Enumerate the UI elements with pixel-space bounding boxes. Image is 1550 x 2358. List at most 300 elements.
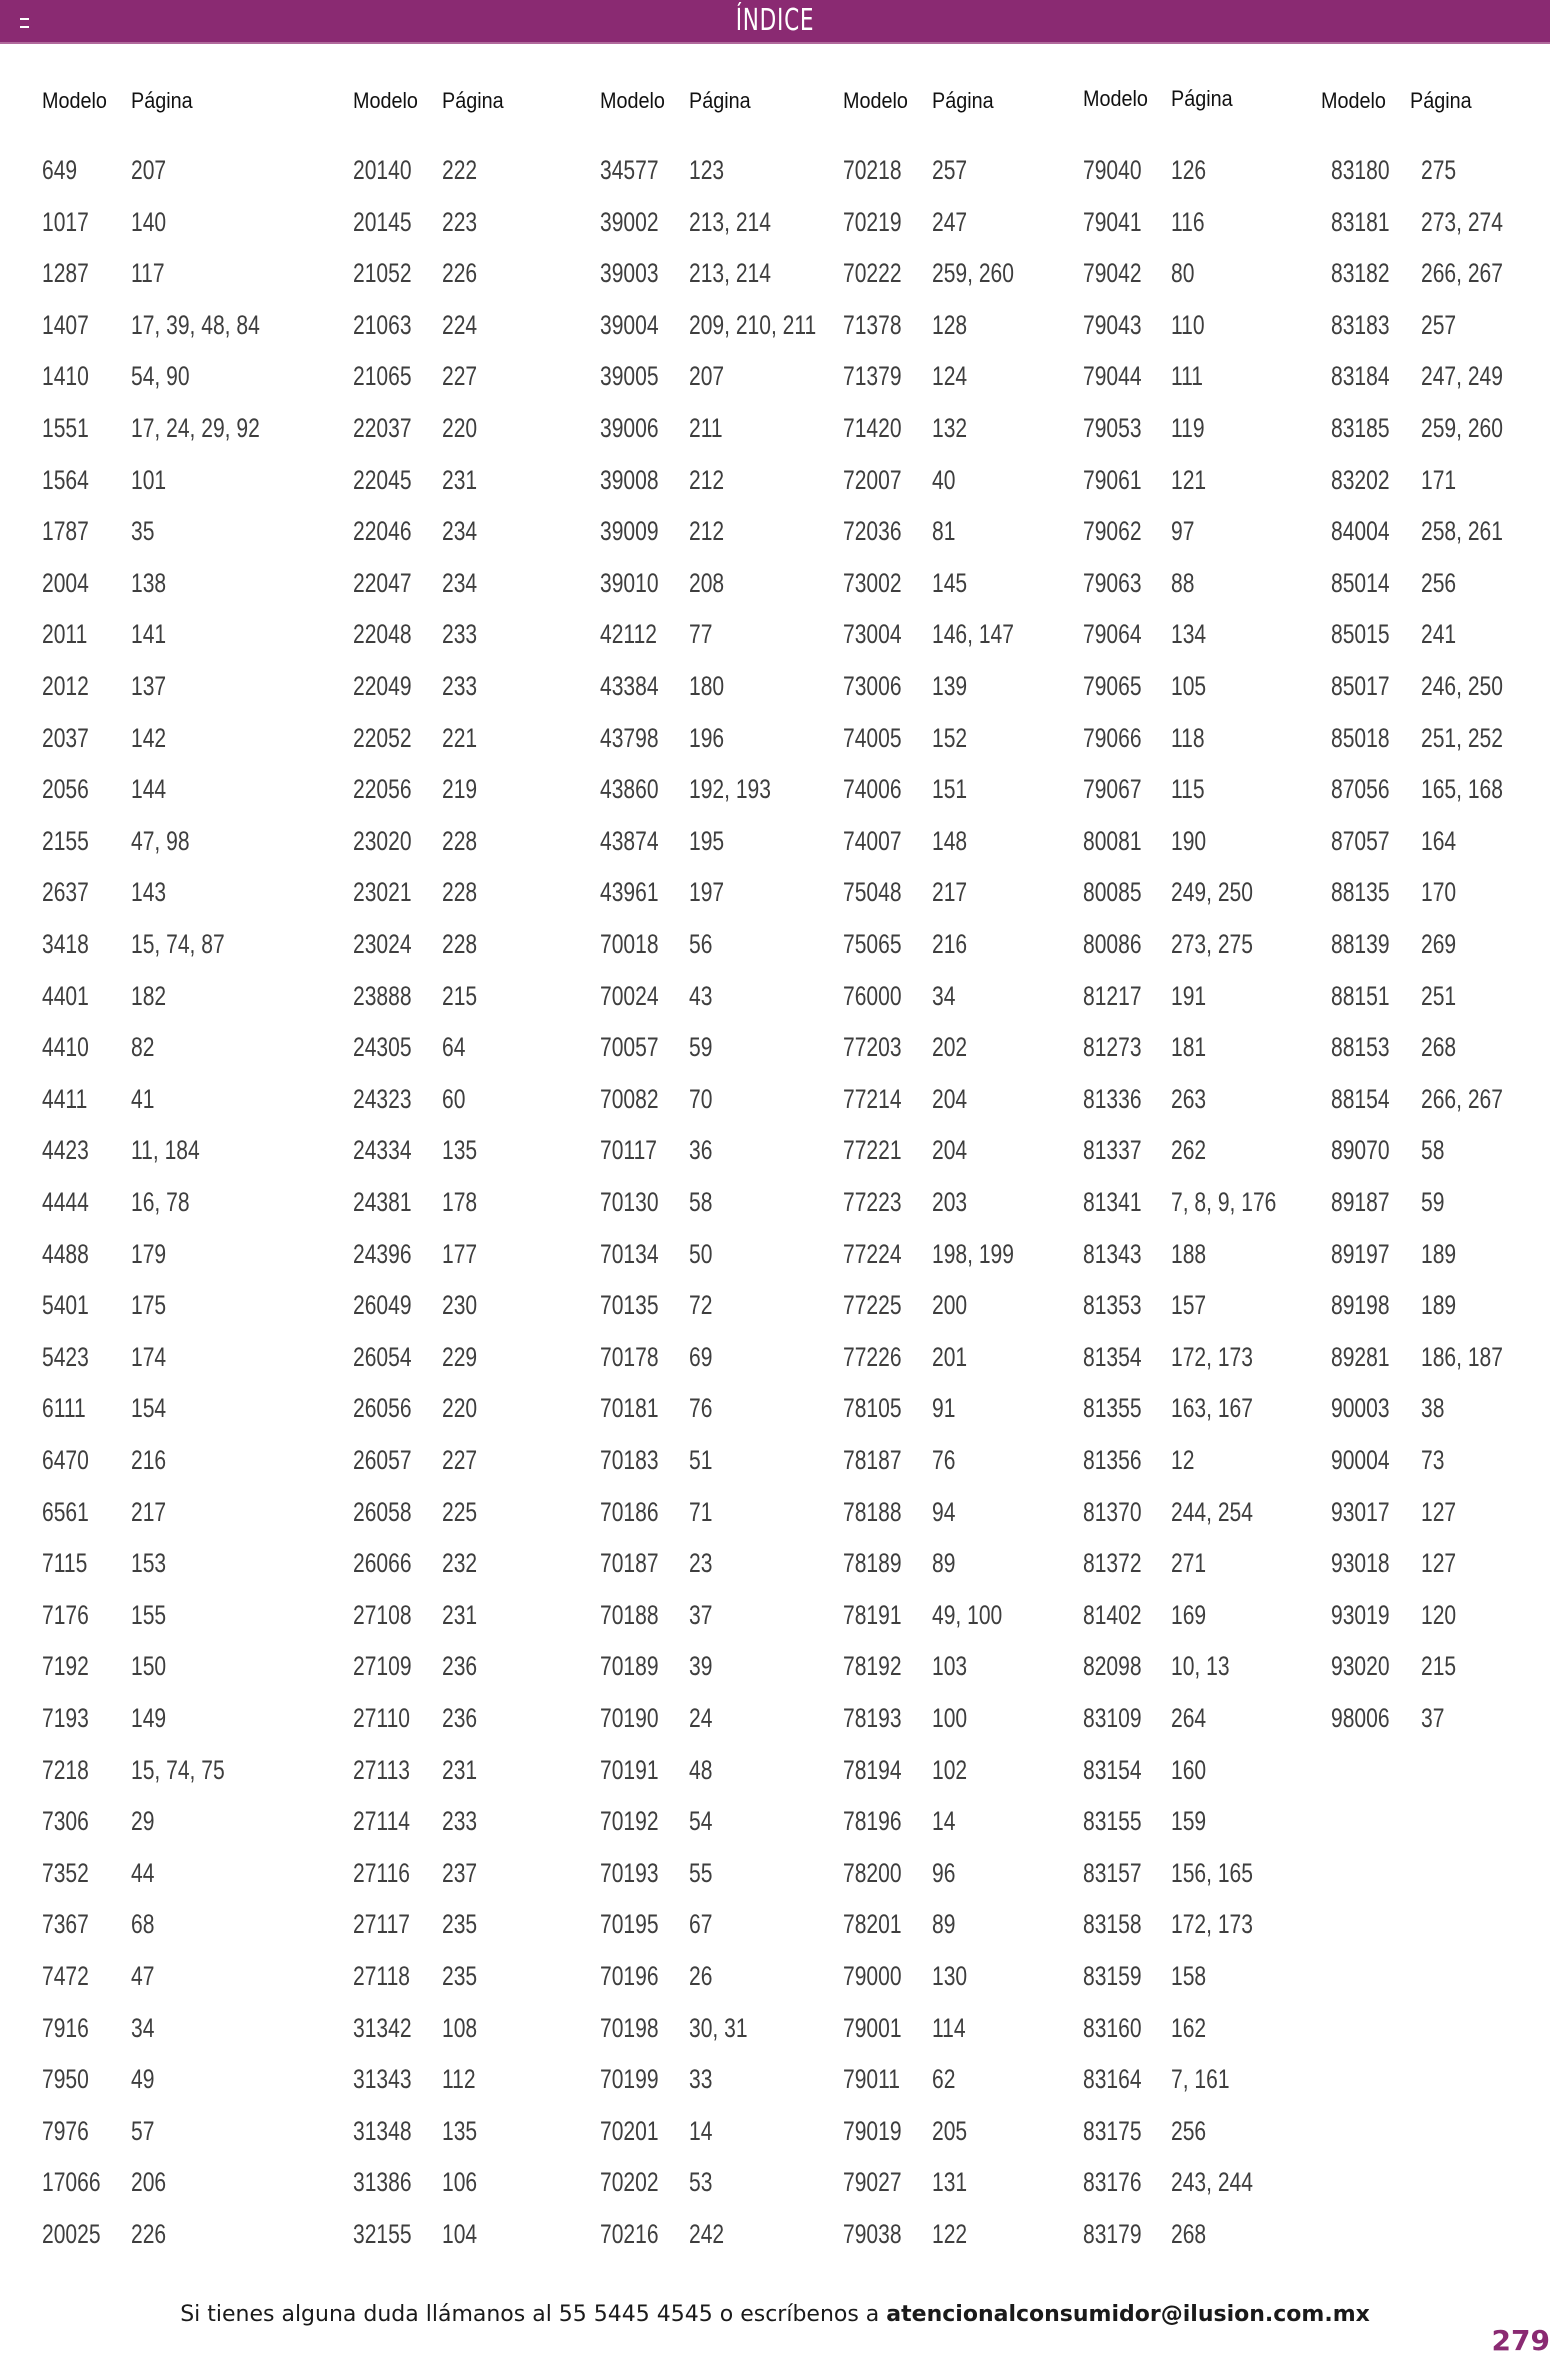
page-reference: 200	[932, 1290, 968, 1321]
model-number: 83158	[1083, 1909, 1142, 1940]
page-reference: 259, 260	[932, 258, 1014, 289]
model-number: 85017	[1331, 671, 1390, 701]
page-reference: 230	[442, 1290, 478, 1321]
model-number: 79000	[843, 1961, 902, 1991]
page-reference: 88	[1171, 567, 1195, 598]
model-number: 83109	[1083, 1703, 1142, 1733]
model-number: 23024	[353, 929, 412, 959]
model-number: 81402	[1083, 1599, 1142, 1630]
page-reference: 156, 165	[1171, 1857, 1253, 1888]
table-row	[42, 1646, 292, 1686]
model-number: 39009	[600, 516, 659, 547]
model-number: 85014	[1331, 567, 1390, 598]
page-reference: 191	[1171, 980, 1207, 1011]
model-number: 81355	[1083, 1393, 1142, 1424]
model-number: 83182	[1331, 258, 1390, 289]
footer-email-link[interactable]: atencionalconsumidor@ilusion.com.mx	[886, 2302, 1370, 2327]
table-row	[600, 821, 850, 861]
page-reference: 206	[131, 2167, 167, 2198]
model-number: 70193	[600, 1857, 659, 1888]
model-number: 89197	[1331, 1238, 1390, 1269]
page-reference: 17, 39, 48, 84	[131, 309, 260, 340]
model-number: 83181	[1331, 206, 1390, 237]
page-reference: 37	[1421, 1703, 1445, 1733]
model-number: 70135	[600, 1290, 659, 1321]
page-reference: 54	[689, 1806, 713, 1837]
table-row	[600, 460, 850, 500]
model-number: 79061	[1083, 464, 1142, 495]
table-row	[353, 460, 603, 500]
column-header-modelo: Modelo	[353, 88, 418, 113]
model-number: 81343	[1083, 1238, 1142, 1269]
page-reference: 148	[932, 825, 968, 856]
table-row	[1321, 305, 1550, 345]
table-row	[1321, 1285, 1550, 1325]
table-row	[843, 1440, 1093, 1480]
column-header-modelo: Modelo	[600, 88, 665, 113]
table-row	[1083, 563, 1333, 603]
column-header-modelo: Modelo	[1321, 88, 1386, 113]
table-row	[353, 1027, 603, 1067]
model-number: 70130	[600, 1187, 659, 1217]
table-row	[353, 976, 603, 1016]
page-reference: 220	[442, 413, 478, 443]
table-row	[1321, 1337, 1550, 1377]
page-reference: 188	[1171, 1238, 1207, 1269]
page-reference: 181	[1171, 1032, 1207, 1063]
page-reference: 165, 168	[1421, 774, 1503, 805]
page-reference: 122	[932, 2219, 968, 2249]
model-number: 79001	[843, 2012, 902, 2043]
page-reference: 114	[932, 2012, 966, 2043]
model-number: 43860	[600, 774, 659, 805]
model-number: 93018	[1331, 1548, 1390, 1579]
page-reference: 268	[1171, 2219, 1207, 2249]
page-reference: 231	[442, 1599, 478, 1630]
table-row	[353, 1595, 603, 1635]
table-row	[353, 408, 603, 448]
page-reference: 257	[932, 155, 968, 185]
model-number: 79053	[1083, 413, 1142, 443]
model-number: 39004	[600, 309, 659, 340]
model-number: 74007	[843, 825, 902, 856]
page-reference: 229	[442, 1341, 478, 1372]
page-reference: 190	[1171, 825, 1207, 856]
model-number: 85015	[1331, 619, 1390, 650]
page-reference: 106	[442, 2167, 478, 2198]
page-reference: 130	[932, 1961, 968, 1991]
model-number: 70219	[843, 206, 902, 237]
page-reference: 62	[932, 2064, 956, 2095]
table-row	[353, 769, 603, 809]
table-row	[843, 1646, 1093, 1686]
table-row	[600, 356, 850, 396]
model-number: 31348	[353, 2115, 412, 2146]
table-row	[353, 1956, 603, 1996]
page-reference: 196	[689, 722, 725, 753]
column-header-pagina: Página	[442, 88, 504, 113]
model-number: 83176	[1083, 2167, 1142, 2198]
page-reference: 169	[1171, 1599, 1207, 1630]
model-number: 79044	[1083, 361, 1142, 392]
page-reference: 47	[131, 1961, 155, 1991]
table-row	[42, 1750, 292, 1790]
table-row	[353, 1388, 603, 1428]
table-row	[42, 1904, 292, 1944]
model-number: 7193	[42, 1703, 89, 1733]
table-row	[843, 1595, 1093, 1635]
page-reference: 116	[1171, 206, 1205, 237]
table-row	[353, 305, 603, 345]
table-row	[1083, 305, 1333, 345]
model-number: 77221	[843, 1135, 902, 1166]
model-number: 31342	[353, 2012, 412, 2043]
model-number: 6561	[42, 1496, 89, 1527]
model-number: 81336	[1083, 1083, 1142, 1114]
model-number: 79063	[1083, 567, 1142, 598]
model-number: 83160	[1083, 2012, 1142, 2043]
page-reference: 256	[1171, 2115, 1207, 2146]
model-number: 26049	[353, 1290, 412, 1321]
model-number: 70190	[600, 1703, 659, 1733]
table-row	[843, 924, 1093, 964]
page-reference: 67	[689, 1909, 713, 1940]
model-number: 7472	[42, 1961, 89, 1991]
page-reference: 102	[932, 1754, 968, 1785]
model-number: 81353	[1083, 1290, 1142, 1321]
page-reference: 112	[442, 2064, 476, 2095]
model-number: 1551	[42, 413, 89, 443]
page-reference: 47, 98	[131, 825, 190, 856]
table-row	[353, 1079, 603, 1119]
table-row	[600, 769, 850, 809]
model-number: 81273	[1083, 1032, 1142, 1063]
model-number: 76000	[843, 980, 902, 1011]
page-reference: 157	[1171, 1290, 1207, 1321]
page-reference: 233	[442, 619, 478, 650]
page-reference: 243, 244	[1171, 2167, 1253, 2198]
page-reference: 233	[442, 671, 478, 701]
table-row	[353, 1750, 603, 1790]
model-number: 79064	[1083, 619, 1142, 650]
table-row	[843, 1337, 1093, 1377]
table-row	[1321, 1646, 1550, 1686]
model-number: 79027	[843, 2167, 902, 2198]
table-row	[353, 1543, 603, 1583]
page-reference: 171	[1421, 464, 1457, 495]
table-row	[1083, 1646, 1333, 1686]
page-reference: 192, 193	[689, 774, 771, 805]
table-row	[1321, 1543, 1550, 1583]
table-row	[42, 1337, 292, 1377]
page-reference: 57	[131, 2115, 155, 2146]
table-row	[843, 1492, 1093, 1532]
page-reference: 146, 147	[932, 619, 1014, 650]
table-row	[1321, 1698, 1550, 1738]
table-row	[353, 2111, 603, 2151]
page-reference: 12	[1171, 1445, 1195, 1475]
page-reference: 177	[442, 1238, 478, 1269]
model-number: 77224	[843, 1238, 902, 1269]
table-row	[1083, 460, 1333, 500]
table-row	[353, 2059, 603, 2099]
page-reference: 236	[442, 1703, 478, 1733]
table-row	[1321, 1027, 1550, 1067]
model-number: 75048	[843, 877, 902, 908]
page-reference: 234	[442, 567, 478, 598]
page-reference: 225	[442, 1496, 478, 1527]
model-number: 4488	[42, 1238, 89, 1269]
page-reference: 153	[131, 1548, 167, 1579]
model-number: 20025	[42, 2219, 101, 2249]
page-reference: 39	[689, 1651, 713, 1682]
table-row	[353, 1234, 603, 1274]
model-number: 43384	[600, 671, 659, 701]
page-reference: 134	[1171, 619, 1207, 650]
table-row	[353, 1130, 603, 1170]
page-reference: 217	[131, 1496, 167, 1527]
page-reference: 159	[1171, 1806, 1207, 1837]
model-number: 7367	[42, 1909, 89, 1940]
page-reference: 59	[1421, 1187, 1445, 1217]
table-row	[1321, 976, 1550, 1016]
table-row	[353, 1904, 603, 1944]
page-reference: 72	[689, 1290, 713, 1321]
model-number: 2004	[42, 567, 89, 598]
page-reference: 223	[442, 206, 478, 237]
table-row	[843, 1079, 1093, 1119]
model-number: 82098	[1083, 1651, 1142, 1682]
page-reference: 138	[131, 567, 167, 598]
table-row	[600, 1285, 850, 1325]
page-reference: 149	[131, 1703, 167, 1733]
table-row	[353, 511, 603, 551]
page-reference: 120	[1421, 1599, 1457, 1630]
model-number: 77225	[843, 1290, 902, 1321]
page-reference: 160	[1171, 1754, 1207, 1785]
table-row	[353, 614, 603, 654]
table-row	[843, 2162, 1093, 2202]
model-number: 7306	[42, 1806, 89, 1837]
page-reference: 163, 167	[1171, 1393, 1253, 1424]
page-reference: 77	[689, 619, 713, 650]
table-row	[1083, 666, 1333, 706]
column-header-modelo: Modelo	[1083, 86, 1148, 111]
model-number: 89187	[1331, 1187, 1390, 1217]
page-reference: 48	[689, 1754, 713, 1785]
table-row	[843, 563, 1093, 603]
page-reference: 16, 78	[131, 1187, 190, 1217]
page-reference: 231	[442, 464, 478, 495]
model-number: 21052	[353, 258, 412, 289]
page-reference: 145	[932, 567, 968, 598]
table-row	[1321, 872, 1550, 912]
model-number: 70199	[600, 2064, 659, 2095]
page-reference: 213, 214	[689, 258, 771, 289]
model-number: 26066	[353, 1548, 412, 1579]
model-number: 78196	[843, 1806, 902, 1837]
table-row	[353, 2162, 603, 2202]
page-reference: 263	[1171, 1083, 1207, 1114]
table-row	[1321, 1130, 1550, 1170]
model-number: 4411	[42, 1083, 88, 1114]
table-row	[843, 821, 1093, 861]
model-number: 43961	[600, 877, 659, 908]
page-reference: 33	[689, 2064, 713, 2095]
table-row	[600, 1801, 850, 1841]
table-row	[42, 718, 292, 758]
model-number: 70188	[600, 1599, 659, 1630]
model-number: 1410	[42, 361, 89, 392]
page-reference: 58	[1421, 1135, 1445, 1166]
model-number: 90003	[1331, 1393, 1390, 1424]
page-reference: 36	[689, 1135, 713, 1166]
model-number: 80081	[1083, 825, 1142, 856]
model-number: 88135	[1331, 877, 1390, 908]
model-number: 77203	[843, 1032, 902, 1063]
page-reference: 97	[1171, 516, 1195, 547]
table-row	[843, 305, 1093, 345]
model-number: 70196	[600, 1961, 659, 1991]
model-number: 83154	[1083, 1754, 1142, 1785]
page-reference: 119	[1171, 413, 1205, 443]
page-reference: 135	[442, 2115, 478, 2146]
model-number: 27108	[353, 1599, 412, 1630]
model-number: 7192	[42, 1651, 89, 1682]
page-reference: 162	[1171, 2012, 1207, 2043]
page-reference: 64	[442, 1032, 466, 1063]
model-number: 27118	[353, 1961, 411, 1991]
page-reference: 141	[131, 619, 167, 650]
model-number: 39003	[600, 258, 659, 289]
page-reference: 29	[131, 1806, 155, 1837]
page-reference: 60	[442, 1083, 466, 1114]
table-row	[42, 1027, 292, 1067]
model-number: 34577	[600, 155, 659, 185]
table-row	[42, 1285, 292, 1325]
table-row	[353, 924, 603, 964]
model-number: 87056	[1331, 774, 1390, 805]
page-reference: 24	[689, 1703, 713, 1733]
table-row	[353, 202, 603, 242]
model-number: 79019	[843, 2115, 902, 2146]
table-row	[600, 1234, 850, 1274]
table-row	[843, 872, 1093, 912]
page-reference: 231	[442, 1754, 478, 1785]
model-number: 22047	[353, 567, 412, 598]
model-number: 83159	[1083, 1961, 1142, 1991]
table-row	[1321, 408, 1550, 448]
page-reference: 100	[932, 1703, 968, 1733]
model-number: 70216	[600, 2219, 659, 2249]
page-reference: 144	[131, 774, 167, 805]
table-row	[42, 1234, 292, 1274]
table-row	[843, 1853, 1093, 1893]
table-row	[353, 1853, 603, 1893]
table-row	[42, 1801, 292, 1841]
model-number: 2012	[42, 671, 89, 701]
table-row	[600, 1492, 850, 1532]
page-reference: 131	[932, 2167, 968, 2198]
page-reference: 151	[932, 774, 968, 805]
page-reference: 247	[932, 206, 968, 237]
model-number: 78105	[843, 1393, 902, 1424]
table-row	[42, 821, 292, 861]
page-reference: 273, 274	[1421, 206, 1503, 237]
model-number: 27117	[353, 1909, 411, 1940]
page-reference: 228	[442, 877, 478, 908]
footer-contact	[0, 2298, 1550, 2332]
model-number: 87057	[1331, 825, 1390, 856]
table-row	[843, 356, 1093, 396]
table-row	[1083, 1285, 1333, 1325]
table-row	[600, 1182, 850, 1222]
model-number: 98006	[1331, 1703, 1390, 1733]
page-reference: 26	[689, 1961, 713, 1991]
page-reference: 103	[932, 1651, 968, 1682]
table-row	[1083, 769, 1333, 809]
table-row	[843, 1388, 1093, 1428]
model-number: 39008	[600, 464, 659, 495]
model-number: 1407	[42, 309, 89, 340]
page-reference: 269	[1421, 929, 1457, 959]
table-row	[42, 150, 292, 190]
page-reference: 226	[442, 258, 478, 289]
table-row	[353, 1801, 603, 1841]
model-number: 83184	[1331, 361, 1390, 392]
model-number: 79041	[1083, 206, 1142, 237]
page-reference: 140	[131, 206, 167, 237]
page-reference: 189	[1421, 1238, 1457, 1269]
model-number: 78201	[843, 1909, 902, 1940]
page-reference: 34	[131, 2012, 155, 2043]
page-reference: 38	[1421, 1393, 1445, 1424]
table-row	[600, 1904, 850, 1944]
model-number: 83185	[1331, 413, 1390, 443]
table-row	[42, 1079, 292, 1119]
model-number: 70082	[600, 1083, 659, 1114]
page-reference: 121	[1171, 464, 1207, 495]
page-reference: 170	[1421, 877, 1457, 908]
page-reference: 233	[442, 1806, 478, 1837]
table-row	[42, 1698, 292, 1738]
page-reference: 123	[689, 155, 725, 185]
model-number: 70198	[600, 2012, 659, 2043]
model-number: 22048	[353, 619, 412, 650]
page-reference: 235	[442, 1909, 478, 1940]
table-row	[42, 1388, 292, 1428]
page-reference: 178	[442, 1187, 478, 1217]
page-reference: 175	[131, 1290, 167, 1321]
page-reference: 228	[442, 929, 478, 959]
model-number: 39002	[600, 206, 659, 237]
table-row	[843, 1801, 1093, 1841]
table-row	[1083, 2059, 1333, 2099]
page-reference: 227	[442, 361, 478, 392]
page-reference: 110	[1171, 309, 1205, 340]
table-row	[1321, 356, 1550, 396]
page-reference: 56	[689, 929, 713, 959]
page-reference: 235	[442, 1961, 478, 1991]
model-number: 70222	[843, 258, 902, 289]
table-row	[42, 1595, 292, 1635]
table-row	[843, 1543, 1093, 1583]
page-reference: 205	[932, 2115, 968, 2146]
page-reference: 89	[932, 1548, 956, 1579]
model-number: 1787	[42, 516, 89, 547]
table-row	[1083, 1750, 1333, 1790]
table-row	[353, 1698, 603, 1738]
